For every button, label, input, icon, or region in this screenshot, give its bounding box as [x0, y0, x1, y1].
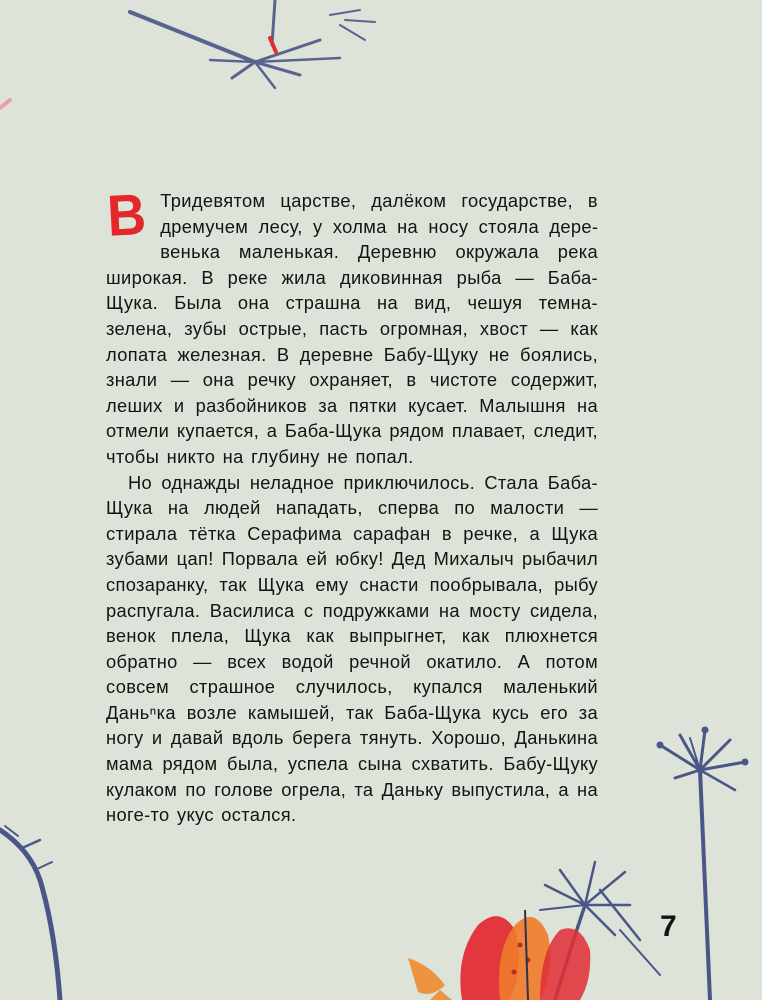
story-text [105, 181, 598, 828]
drop-cap: В [105, 181, 148, 249]
paragraph-1 [105, 181, 598, 470]
paragraph-2: Но однажды неладное приключилось. Стала Баба-Щука на людей нападать, сперва по малости — стирала тётка Серафима сарафан в речке, а Щука зубами цап! Порвала ей юбку! Дед Михалыч рыбачил спозаранку, так Щука ему снасти пообрывала, рыбу распугала. Василиса с подружками на мосту сидела, венок плела, Щука как выпрыгнет, как плюхнется обратно — всех водой речной окатило. А потом совсем страшное случилось, купался маленький Даньⁿка возле камышей, так Баба-Щука кусь его за ногу и давай вдоль берега тянуть. Хорошо, Данькина мама рядом была, успела сына схватить. Бабу-Щуку кулаком по голове огрела, та Даньку выпустила, а на ноге-то укус остался. [106, 471, 598, 826]
paragraph-1-text: Тридевятом царстве, далёком государстве, в дремучем лесу, у холма на носу стояла деревенька маленькая. Деревню окружала река широкая. В реке жила диковинная рыба — Баба-Щука. Была она страшна на вид, чешуя темна-зелена, зубы острые, пасть огромная, хвост — как лопата железная. В деревне Бабу-Щуку не боялись, знали — она речку охраняет, в чистоте содержит, леших и разбойников за пятки кусает. Малышня на отмели купается, а Баба-Щука рядом плавает, следит, чтобы никто на глубину не попал. [106, 190, 598, 467]
dandelion-right-icon [657, 727, 748, 1000]
red-stroke-top-icon [270, 38, 276, 52]
dandelion-top-icon [130, 0, 375, 88]
red-dot-left-icon [0, 100, 10, 108]
plant-stem-left-icon [0, 826, 60, 1000]
red-flowers-icon [408, 910, 590, 1000]
page-number: 7 [660, 910, 677, 943]
